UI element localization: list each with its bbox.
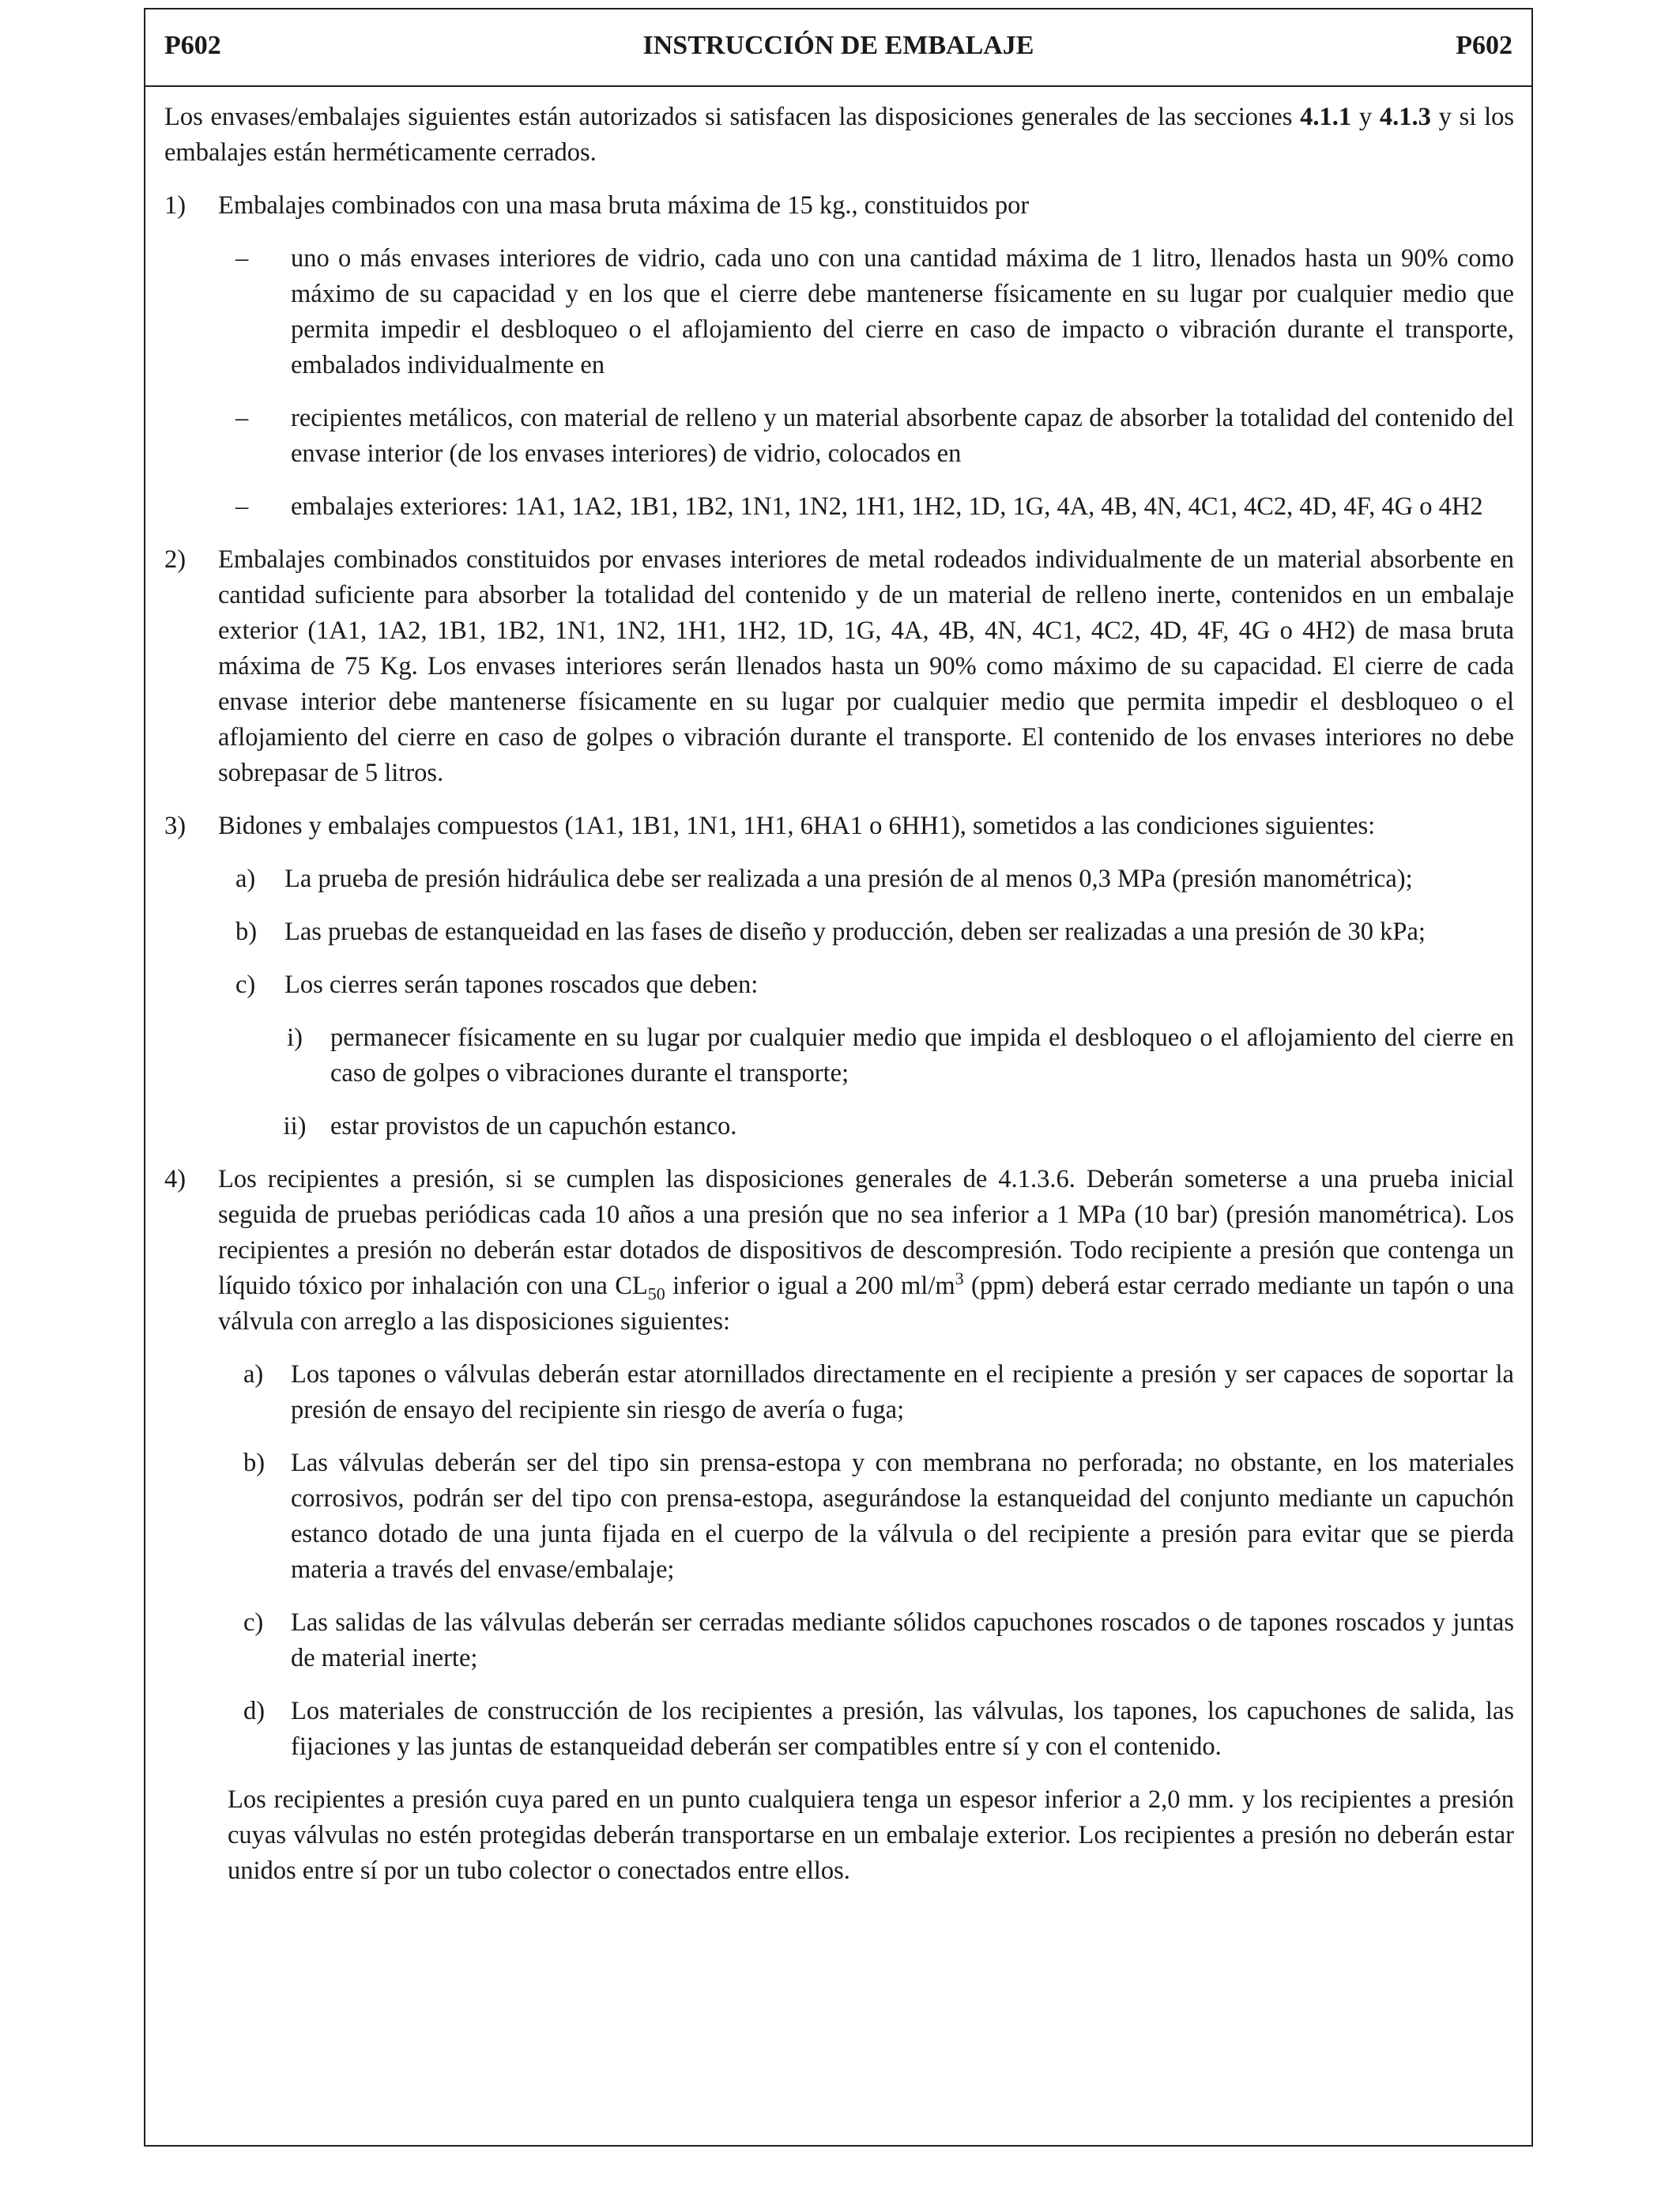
section-ref: 4.1.1 — [1300, 103, 1352, 131]
list-item — [164, 188, 1514, 224]
sub-item-text: Las válvulas deberán ser del tipo sin prensa-estopa y con membrana no perforada; no obstante, en los materiales corrosivos, podrán ser del tipo con prensa-estopa, asegurándose la estanqueidad del conjunto mediante un capuchón estanco dotado de una junta fijada en el cuerpo de la válvula o del recipiente a presión para evitar que se pierda materia a través del envase/embalaje; — [291, 1449, 1514, 1584]
item-text: Bidones y embalajes compuestos (1A1, 1B1, 1N1, 1H1, 6HA1 o 6HH1), sometidos a las condiciones siguientes: — [218, 812, 1376, 840]
dash-bullet: – — [235, 244, 249, 273]
sub-item — [164, 1357, 1514, 1428]
sub-item-text: Las salidas de las válvulas deberán ser cerradas mediante sólidos capuchones roscados o de tapones roscados y juntas de material inerte; — [291, 1608, 1514, 1672]
dash-item — [164, 489, 1514, 525]
superscript: 3 — [955, 1269, 964, 1289]
sub-item — [164, 1446, 1514, 1588]
dash-text: uno o más envases interiores de vidrio, cada uno con una cantidad máxima de 1 litro, llenados hasta un 90% como máximo de su capacidad y en los que el cierre debe mantenerse físicamente en su lugar por cualquier medio que permita impedir el desbloqueo o el aflojamiento del cierre en caso de impacto o vibración durante el transporte, embalados individualmente en — [291, 244, 1514, 379]
header-code-left: P602 — [164, 31, 221, 60]
item-text-part: (ppm) deberá estar cerrado mediante un tapón o una válvula con arreglo a las disposiciones siguientes: — [218, 1272, 1514, 1336]
sub-item-letter: c) — [235, 971, 256, 999]
roman-item-text: estar provistos de un capuchón estanco. — [330, 1112, 737, 1140]
item-number: 3) — [164, 812, 186, 840]
intro-text: y — [1351, 103, 1380, 131]
sub-item-text: Los cierres serán tapones roscados que deben: — [284, 971, 759, 999]
item-text-part: Los recipientes a presión, si se cumplen las disposiciones generales de 4.1.3.6. Deberán someterse a una prueba inicial seguida de pruebas periódicas cada 10 años a una presión que no sea inferior a 1 MPa (10 bar) (presión manométrica). Los recipientes a presión no deberán estar dotados de dispositivos de descompresión. Todo recipiente a presión que contenga un líquido tóxico por inhalación con una CL — [218, 1165, 1514, 1300]
dash-text: recipientes metálicos, con material de relleno y un material absorbente capaz de absorber la totalidad del contenido del envase interior (de los envases interiores) de vidrio, colocados en — [291, 404, 1514, 468]
sub-item-text: Los materiales de construcción de los recipientes a presión, las válvulas, los tapones, los capuchones de salida, las fijaciones y las juntas de estanqueidad deberán ser compatibles entre sí y con el contenido. — [291, 1697, 1514, 1761]
sub-item-text: Los tapones o válvulas deberán estar atornillados directamente en el recipiente a presión y ser capaces de soportar la presión de ensayo del recipiente sin riesgo de avería o fuga; — [291, 1360, 1514, 1424]
roman-numeral: ii) — [283, 1112, 307, 1140]
subscript: 50 — [647, 1284, 665, 1304]
list-item — [164, 809, 1514, 844]
item-number: 4) — [164, 1165, 186, 1193]
item-text: Embalajes combinados constituidos por envases interiores de metal rodeados individualmente de un material absorbente en cantidad suficiente para absorber la totalidad del contenido y de un material de relleno inerte, contenidos en un embalaje exterior (1A1, 1A2, 1B1, 1B2, 1N1, 1N2, 1H1, 1H2, 1D, 1G, 4A, 4B, 4N, 4C1, 4C2, 4D, 4F, 4G o 4H2) de masa bruta máxima de 75 Kg. Los envases interiores serán llenados hasta un 90% como máximo de su capacidad. El cierre de cada envase interior debe mantenerse físicamente en su lugar por cualquier medio que permita impedir el desbloqueo o el aflojamiento del cierre en caso de golpes o vibración durante el transporte. El contenido de los envases interiores no debe sobrepasar de 5 litros. — [218, 545, 1514, 787]
sub-item-text: Las pruebas de estanqueidad en las fases de diseño y producción, deben ser realizadas a una presión de 30 kPa; — [284, 918, 1426, 946]
sub-item-letter: b) — [243, 1449, 266, 1477]
roman-item — [164, 1109, 1514, 1144]
roman-item-text: permanecer físicamente en su lugar por cualquier medio que impida el desbloqueo o el aflojamiento del cierre en caso de golpes o vibraciones durante el transporte; — [330, 1023, 1514, 1088]
sub-item — [164, 861, 1514, 897]
page-title: INSTRUCCIÓN DE EMBALAJE — [642, 31, 1034, 60]
closing-paragraph: Los recipientes a presión cuya pared en un punto cualquiera tenga un espesor inferior a 2,0 mm. y los recipientes a presión cuyas válvulas no estén protegidas deberán transportarse en un embalaje exterior. Los recipientes a presión no deberán estar unidos entre sí por un tubo colector o conectados entre ellos. — [228, 1785, 1514, 1885]
sub-item-letter: b) — [235, 918, 258, 946]
list-item — [164, 542, 1514, 791]
sub-item — [164, 967, 1514, 1003]
sub-item-letter: a) — [243, 1360, 264, 1389]
roman-numeral: i) — [287, 1023, 303, 1052]
sub-item-letter: a) — [235, 865, 256, 893]
roman-item — [164, 1020, 1514, 1091]
intro-paragraph — [164, 100, 1514, 171]
sub-item-text: La prueba de presión hidráulica debe ser realizada a una presión de al menos 0,3 MPa (presión manométrica); — [284, 865, 1413, 893]
list-item — [164, 1162, 1514, 1340]
sub-item — [164, 1605, 1514, 1676]
intro-text: Los envases/embalajes siguientes están autorizados si satisfacen las disposiciones generales de las secciones — [164, 103, 1301, 131]
sub-item-letter: d) — [243, 1697, 266, 1725]
item-number: 1) — [164, 191, 186, 220]
item-text — [218, 1162, 1514, 1340]
item-text-part: inferior o igual a 200 ml/m — [665, 1272, 955, 1300]
item-text: Embalajes combinados con una masa bruta máxima de 15 kg., constituidos por — [218, 191, 1030, 220]
dash-item — [164, 401, 1514, 472]
header-code-right: P602 — [1456, 31, 1512, 60]
dash-bullet: – — [235, 404, 249, 432]
sub-item — [164, 914, 1514, 950]
table-header — [145, 9, 1531, 87]
table-body — [145, 87, 1531, 1889]
dash-item — [164, 241, 1514, 383]
packing-instruction-table — [144, 8, 1533, 2147]
item-number: 2) — [164, 545, 186, 574]
dash-bullet: – — [235, 492, 249, 521]
intro-text: y si los embalajes están herméticamente cerrados. — [164, 103, 1514, 167]
sub-item-letter: c) — [243, 1608, 264, 1637]
dash-text: embalajes exteriores: 1A1, 1A2, 1B1, 1B2, 1N1, 1N2, 1H1, 1H2, 1D, 1G, 4A, 4B, 4N, 4C1, 4C2, 4D, 4F, 4G o 4H2 — [291, 492, 1483, 521]
section-ref: 4.1.3 — [1379, 103, 1431, 131]
sub-item — [164, 1694, 1514, 1765]
